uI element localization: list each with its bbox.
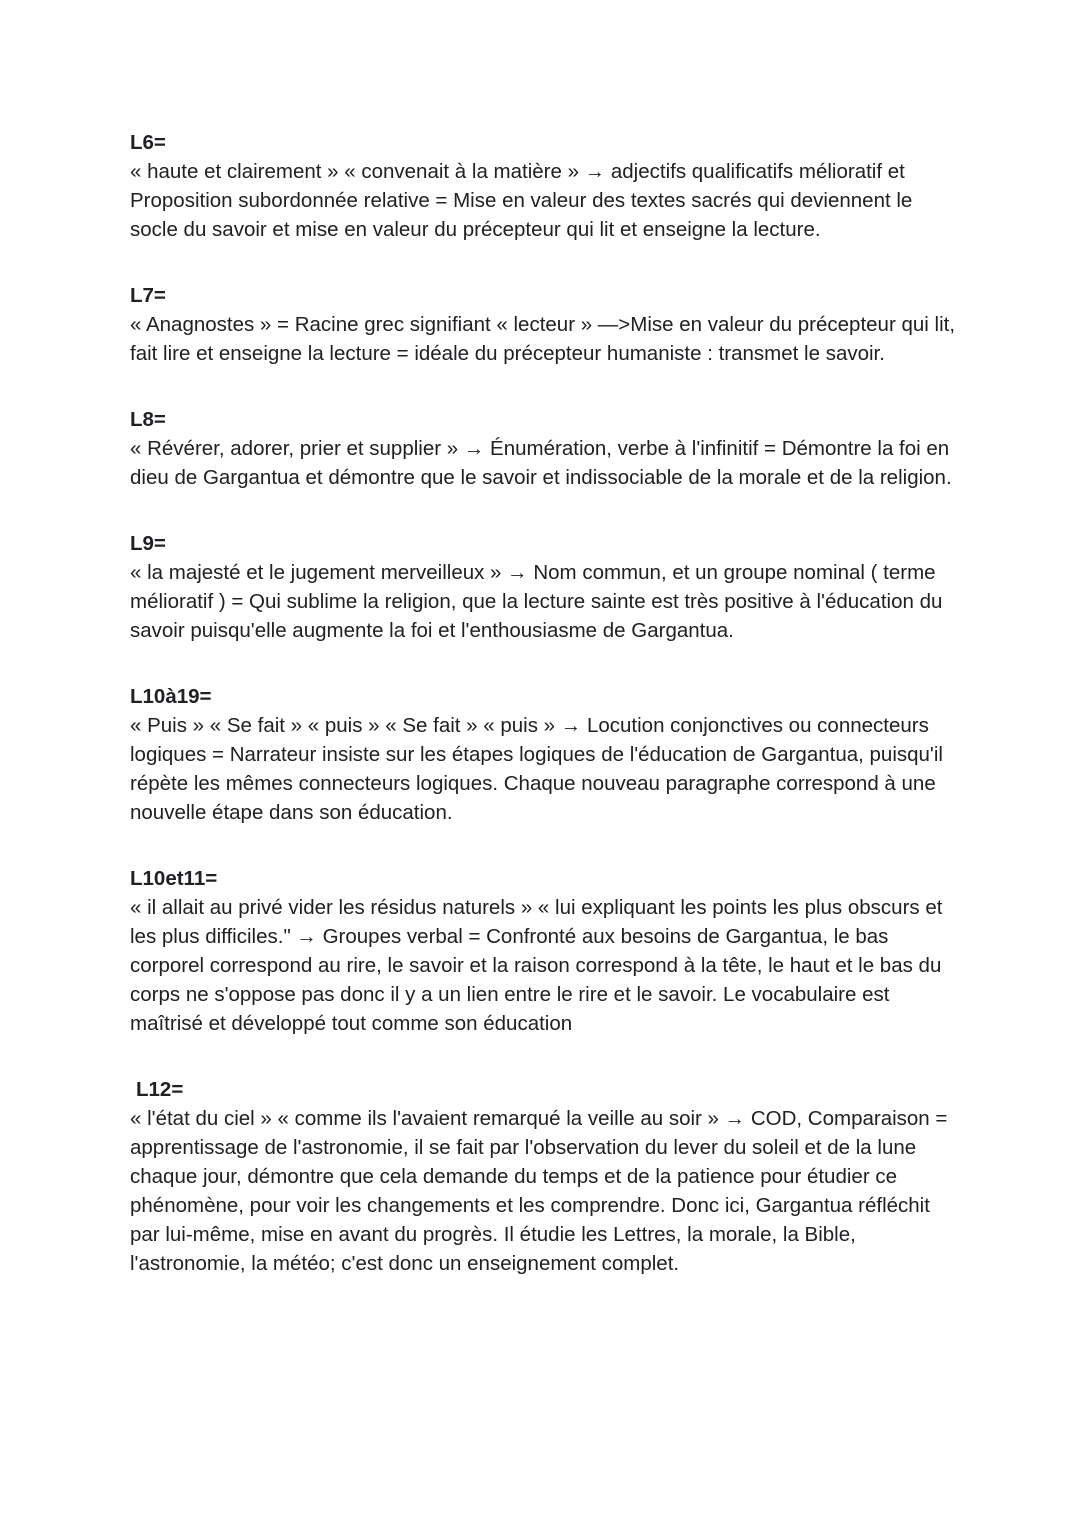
section-l10-11 [130,864,960,1038]
section-heading: L7= [130,284,166,307]
section-text: « l'état du ciel » « comme ils l'avaient remarqué la veille au soir » → COD, Comparaison = apprentissage de l'astronomie, il se fait par l'observation du lever du soleil et de la lune chaque jour, démontre que cela demande du temps et de la patience pour étudier ce phénomène, pour voir les changements et les comprendre. Donc ici, Gargantua réfléchit par lui-même, mise en avant du progrès. Il étudie les Lettres, la morale, la Bible, l'astronomie, la météo; c'est donc un enseignement complet. [130,1107,948,1275]
section-heading: L8= [130,408,166,431]
section-text: « Puis » « Se fait » « puis » « Se fait » « puis » → Locution conjonctives ou connecteurs logiques = Narrateur insiste sur les étapes logiques de l'éducation de Gargantua, puisqu'il répète les mêmes connecteurs logiques. Chaque nouveau paragraphe correspond à une nouvelle étape dans son éducation. [130,714,943,824]
section-text: « il allait au privé vider les résidus naturels » « lui expliquant les points les plus obscurs et les plus difficiles." → Groupes verbal = Confronté aux besoins de Gargantua, le bas corporel correspond au rire, le savoir et la raison correspond à la tête, le haut et le bas du corps ne s'oppose pas donc il y a un lien entre le rire et le savoir. Le vocabulaire est maîtrisé et développé tout comme son éducation [130,896,943,1035]
section-heading: L12= [136,1078,184,1101]
section-heading: L10et11= [130,867,218,890]
section-heading: L9= [130,532,166,555]
section-l12 [130,1075,960,1278]
section-heading: L6= [130,131,166,154]
section-l9 [130,529,960,645]
section-text: « haute et clairement » « convenait à la matière » → adjectifs qualificatifs mélioratif et Proposition subordonnée relative = Mise en valeur des textes sacrés qui deviennent le socle du savoir et mise en valeur du précepteur qui lit et enseigne la lecture. [130,160,913,241]
section-text: « Révérer, adorer, prier et supplier » → Énumération, verbe à l'infinitif = Démontre la foi en dieu de Gargantua et démontre que le savoir et indissociable de la morale et de la religion. [130,437,952,489]
section-l8 [130,405,960,492]
section-text: « Anagnostes » = Racine grec signifiant « lecteur » —>Mise en valeur du précepteur qui lit, fait lire et enseigne la lecture = idéale du précepteur humaniste : transmet le savoir. [130,313,956,365]
section-l7 [130,281,960,368]
section-text: « la majesté et le jugement merveilleux » → Nom commun, et un groupe nominal ( terme mélioratif ) = Qui sublime la religion, que la lecture sainte est très positive à l'éducation du savoir puisqu'elle augmente la foi et l'enthousiasme de Gargantua. [130,561,943,642]
section-l10-19 [130,682,960,827]
section-l6 [130,128,960,244]
section-heading: L10à19= [130,685,212,708]
